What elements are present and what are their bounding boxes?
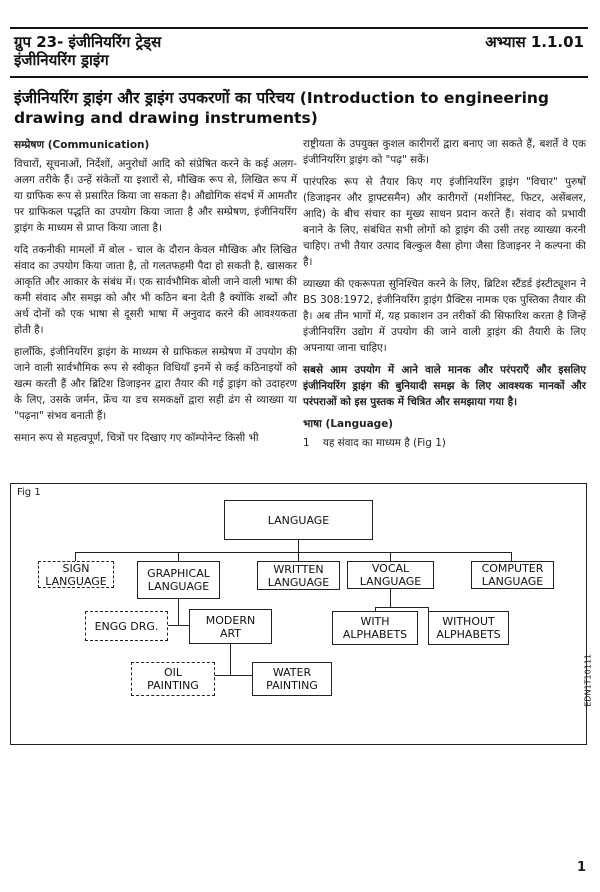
language-box: LANGUAGE: [224, 500, 373, 540]
right-column: [303, 136, 586, 451]
engg-drawing-box: ENGG DRG.: [85, 611, 168, 641]
connector-line: [178, 552, 179, 561]
figure-code: EDN1T10111: [584, 654, 593, 707]
connector-line: [511, 552, 512, 561]
modern-art-box: MODERN ART: [189, 609, 272, 644]
written-language-box: WRITTEN LANGUAGE: [257, 561, 340, 590]
communication-heading: सम्प्रेषण (Communication): [14, 139, 150, 151]
graphical-language-box: GRAPHICAL LANGUAGE: [137, 561, 220, 599]
paragraph: यदि तकनीकी मामलों में बोल - चाल के दौरान केवल मौखिक और लिखित संवाद का उपयोग किया जाता है, तो गलतफहमी पैदा हो सकती है, खासकर आकृति और आकार के संबंध में। एक सार्वभौमिक बोली जाने वाली भाषा की कमी संवाद और समझ को और भी कठिन बना देती है क्योंकि शब्दों और अर्थ दोनों को एक भाषा से दूसरी भाषा में अनुवाद करने की आवश्यकता होती है।: [14, 244, 297, 336]
without-alphabets-box: WITHOUT ALPHABETS: [428, 611, 509, 645]
paragraph: समान रूप से महत्वपूर्ण, चित्रों पर दिखाए गए कॉम्पोनेन्ट किसी भी: [14, 432, 259, 444]
exercise-number: अभ्यास 1.1.01: [485, 33, 584, 51]
paragraph: व्याख्या की एकरूपता सुनिश्चित करने के लिए, ब्रिटिश स्टैंडर्ड इंस्टीट्यूशन ने BS 308:1972, इंजीनियरिंग ड्राइंग प्रैक्टिस नामक एक पुस्तिका तैयार की है। अब तीन भागों में, यह प्रकाशन उन तरीकों की सिफारिश करता है जिन्हें इंजीनियरिंग उद्योग में उपयोग की जाने वाली ड्राइंग की तैयारी के लिए अपनाया जाना चाहिए।: [303, 278, 586, 354]
figure-1: [10, 483, 593, 745]
connector-line: [168, 625, 189, 626]
connector-line: [390, 589, 391, 607]
paragraph: राष्ट्रीयता के उपयुक्त कुशल कारीगरों द्वारा बनाए जा सकते हैं, बशर्ते वे एक इंजीनियरिंग ड्राइंग को "पढ़" सकें।: [303, 138, 586, 166]
connector-line: [75, 552, 511, 553]
connector-line: [178, 599, 179, 625]
water-painting-box: WATER PAINTING: [252, 662, 332, 696]
with-alphabets-box: WITH ALPHABETS: [332, 611, 418, 645]
vocal-language-box: VOCAL LANGUAGE: [347, 561, 434, 589]
computer-language-box: COMPUTER LANGUAGE: [471, 561, 554, 589]
connector-line: [298, 552, 299, 561]
connector-line: [375, 607, 428, 608]
page-title: इंजीनियरिंग ड्राइंग और ड्राइंग उपकरणों का परिचय (Introduction to engineering drawing and drawing instruments): [14, 89, 550, 127]
header-rule: [10, 76, 588, 78]
sign-language-box: SIGN LANGUAGE: [38, 561, 114, 588]
connector-line: [390, 552, 391, 561]
connector-line: [298, 540, 299, 552]
list-item: 1 यह संवाद का माध्यम है (Fig 1): [303, 437, 446, 449]
connector-line: [230, 644, 231, 675]
connector-line: [75, 552, 76, 561]
paragraph: सबसे आम उपयोग में आने वाले मानक और परंपराएँ और इसलिए इंजीनियरिंग ड्राइंग की बुनियादी समझ के लिए आवश्यक मानकों और परंपराओं को इस पुस्तक में चित्रित और समझाया गया है।: [303, 364, 586, 408]
page-number: 1: [576, 860, 586, 875]
language-heading: भाषा (Language): [303, 418, 394, 430]
figure-label: Fig 1: [17, 487, 41, 498]
top-rule: [10, 27, 588, 29]
left-column: [14, 137, 297, 452]
group-title: ग्रुप 23- इंजीनियरिंग ट्रेड्स: [14, 33, 162, 51]
subject-title: इंजीनियरिंग ड्राइंग: [14, 51, 109, 69]
oil-painting-box: OIL PAINTING: [131, 662, 215, 696]
paragraph: पारंपरिक रूप से तैयार किए गए इंजीनियरिंग ड्राइंग "विचार" पुरुषों (डिजाइनर और ड्राफ्टसमैन) और कारीगरों (मशीनिस्ट, फिटर, असेंबलर, आदि) के बीच संचार का मुख्य साधन प्रदान करते हैं। संवाद को प्रभावी बनाने के लिए, संबंधित सभी लोगों को ड्राइंग की उसी तरह व्याख्या करनी चाहिए। तभी तैयार उत्पाद बिल्कुल वैसा होगा जैसा डिजाइनर ने कल्पना की है।: [303, 176, 586, 268]
paragraph: हालाँकि, इंजीनियरिंग ड्राइंग के माध्यम से ग्राफिकल सम्प्रेषण में उपयोग की जाने वाली सार्वभौमिक रूप से स्वीकृत विधियाँ इनमें से कई कठिनाइयों को खत्म करती हैं और ब्रिटिश डिजाइनर द्वारा तैयार की गई ड्राइंग को उदाहरण के लिए, उसके जर्मन, फ्रेंच या डच समकक्षों द्वारा सही ढंग से व्याख्या या "पढ़ना" संभव बनाती हैं।: [14, 346, 297, 422]
paragraph: विचारों, सूचनाओं, निर्देशों, अनुरोधों आदि को संप्रेषित करने के कई अलग-अलग तरीके हैं। उन्हें संकेतों या इशारों से, मौखिक रूप से, लिखित रूप में या ग्राफिक रूप से प्रसारित किया जा सकता है। औद्योगिक संदर्भ में आमतौर पर ग्राफिकल पद्धति का उपयोग किया जाता है और सम्प्रेषण, इंजीनियरिंग ड्राइंग के माध्यम से प्राप्त किया जाता है।: [14, 158, 297, 234]
